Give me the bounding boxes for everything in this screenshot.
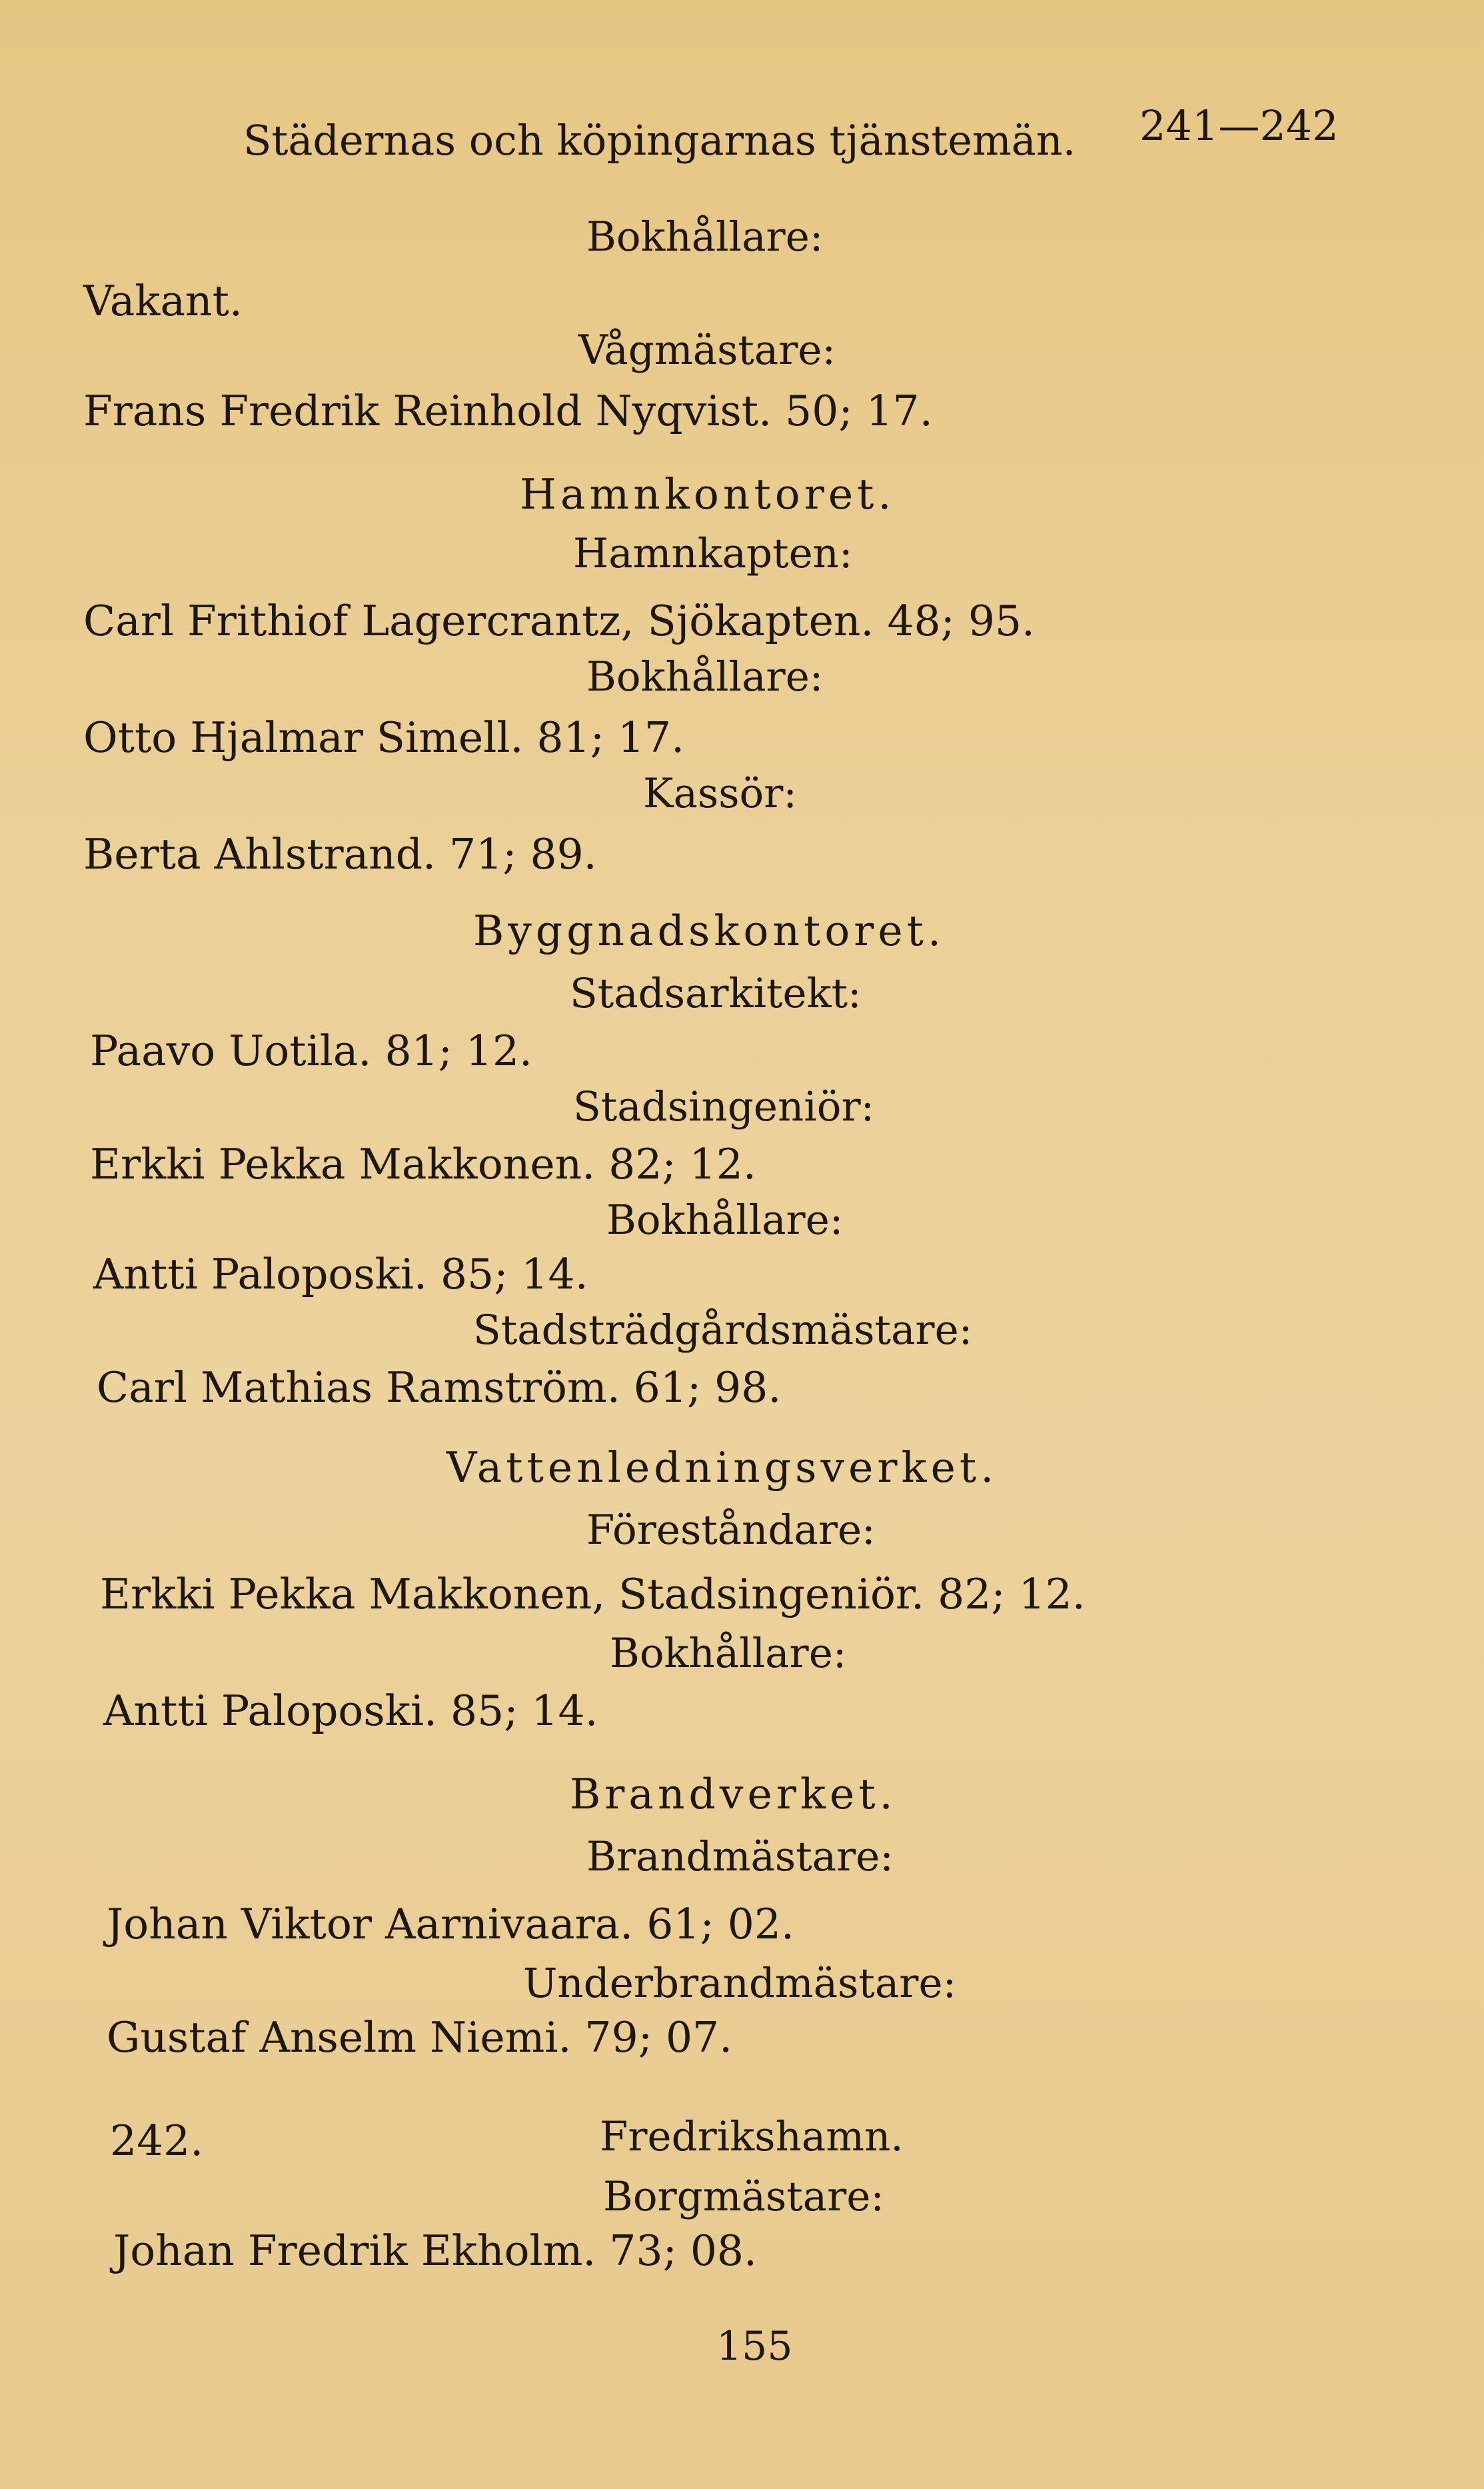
- role-heading: Föreståndare:: [586, 1506, 876, 1554]
- section-heading: Byggnadskontoret.: [473, 907, 946, 955]
- section-heading: Hamnkontoret.: [520, 470, 896, 519]
- person-entry: Antti Paloposki. 85; 14.: [93, 1250, 588, 1298]
- role-heading: Hamnkapten:: [573, 530, 853, 577]
- role-heading: Brandmästare:: [586, 1833, 894, 1880]
- person-entry: Otto Hjalmar Simell. 81; 17.: [83, 713, 685, 762]
- role-heading: Underbrandmästare:: [523, 1960, 957, 2007]
- town-heading: Fredrikshamn.: [600, 2113, 904, 2160]
- person-entry: Carl Frithiof Lagercrantz, Sjökapten. 48; 95.: [83, 597, 1036, 645]
- page-number: 155: [716, 2323, 793, 2370]
- role-heading: Vågmästare:: [578, 327, 836, 374]
- role-heading: Stadsarkitekt:: [570, 970, 862, 1017]
- person-entry: Erkki Pekka Makkonen, Stadsingeniör. 82; 12.: [100, 1570, 1086, 1618]
- person-entry: Erkki Pekka Makkonen. 82; 12.: [90, 1140, 756, 1189]
- running-header-title: Städernas och köpingarnas tjänstemän.: [243, 116, 1076, 165]
- person-entry: Johan Viktor Aarnivaara. 61; 02.: [107, 1900, 794, 1948]
- role-heading: Bokhållare:: [586, 213, 824, 261]
- role-heading: Bokhållare:: [610, 1630, 847, 1677]
- role-heading: Bokhållare:: [606, 1197, 844, 1244]
- role-heading: Bokhållare:: [586, 653, 824, 701]
- section-heading: Brandverket.: [570, 1770, 897, 1818]
- entry-number: 242.: [110, 2116, 204, 2165]
- role-heading: Kassör:: [643, 770, 797, 817]
- person-entry: Johan Fredrik Ekholm. 73; 08.: [113, 2226, 758, 2275]
- role-heading: Stadsträdgårdsmästare:: [473, 1306, 973, 1354]
- role-heading: Borgmästare:: [603, 2173, 884, 2220]
- role-heading: Stadsingeniör:: [573, 1083, 875, 1131]
- section-heading: Vattenledningsverket.: [446, 1443, 998, 1492]
- person-entry: Gustaf Anselm Niemi. 79; 07.: [107, 2013, 733, 2062]
- person-entry: Antti Paloposki. 85; 14.: [103, 1686, 598, 1735]
- running-header-range: 241—242: [1139, 101, 1339, 150]
- person-entry: Paavo Uotila. 81; 12.: [90, 1027, 533, 1075]
- person-entry: Berta Ahlstrand. 71; 89.: [83, 830, 597, 879]
- person-entry: Frans Fredrik Reinhold Nyqvist. 50; 17.: [83, 387, 933, 435]
- person-entry: Vakant.: [83, 277, 243, 325]
- person-entry: Carl Mathias Ramström. 61; 98.: [97, 1363, 782, 1412]
